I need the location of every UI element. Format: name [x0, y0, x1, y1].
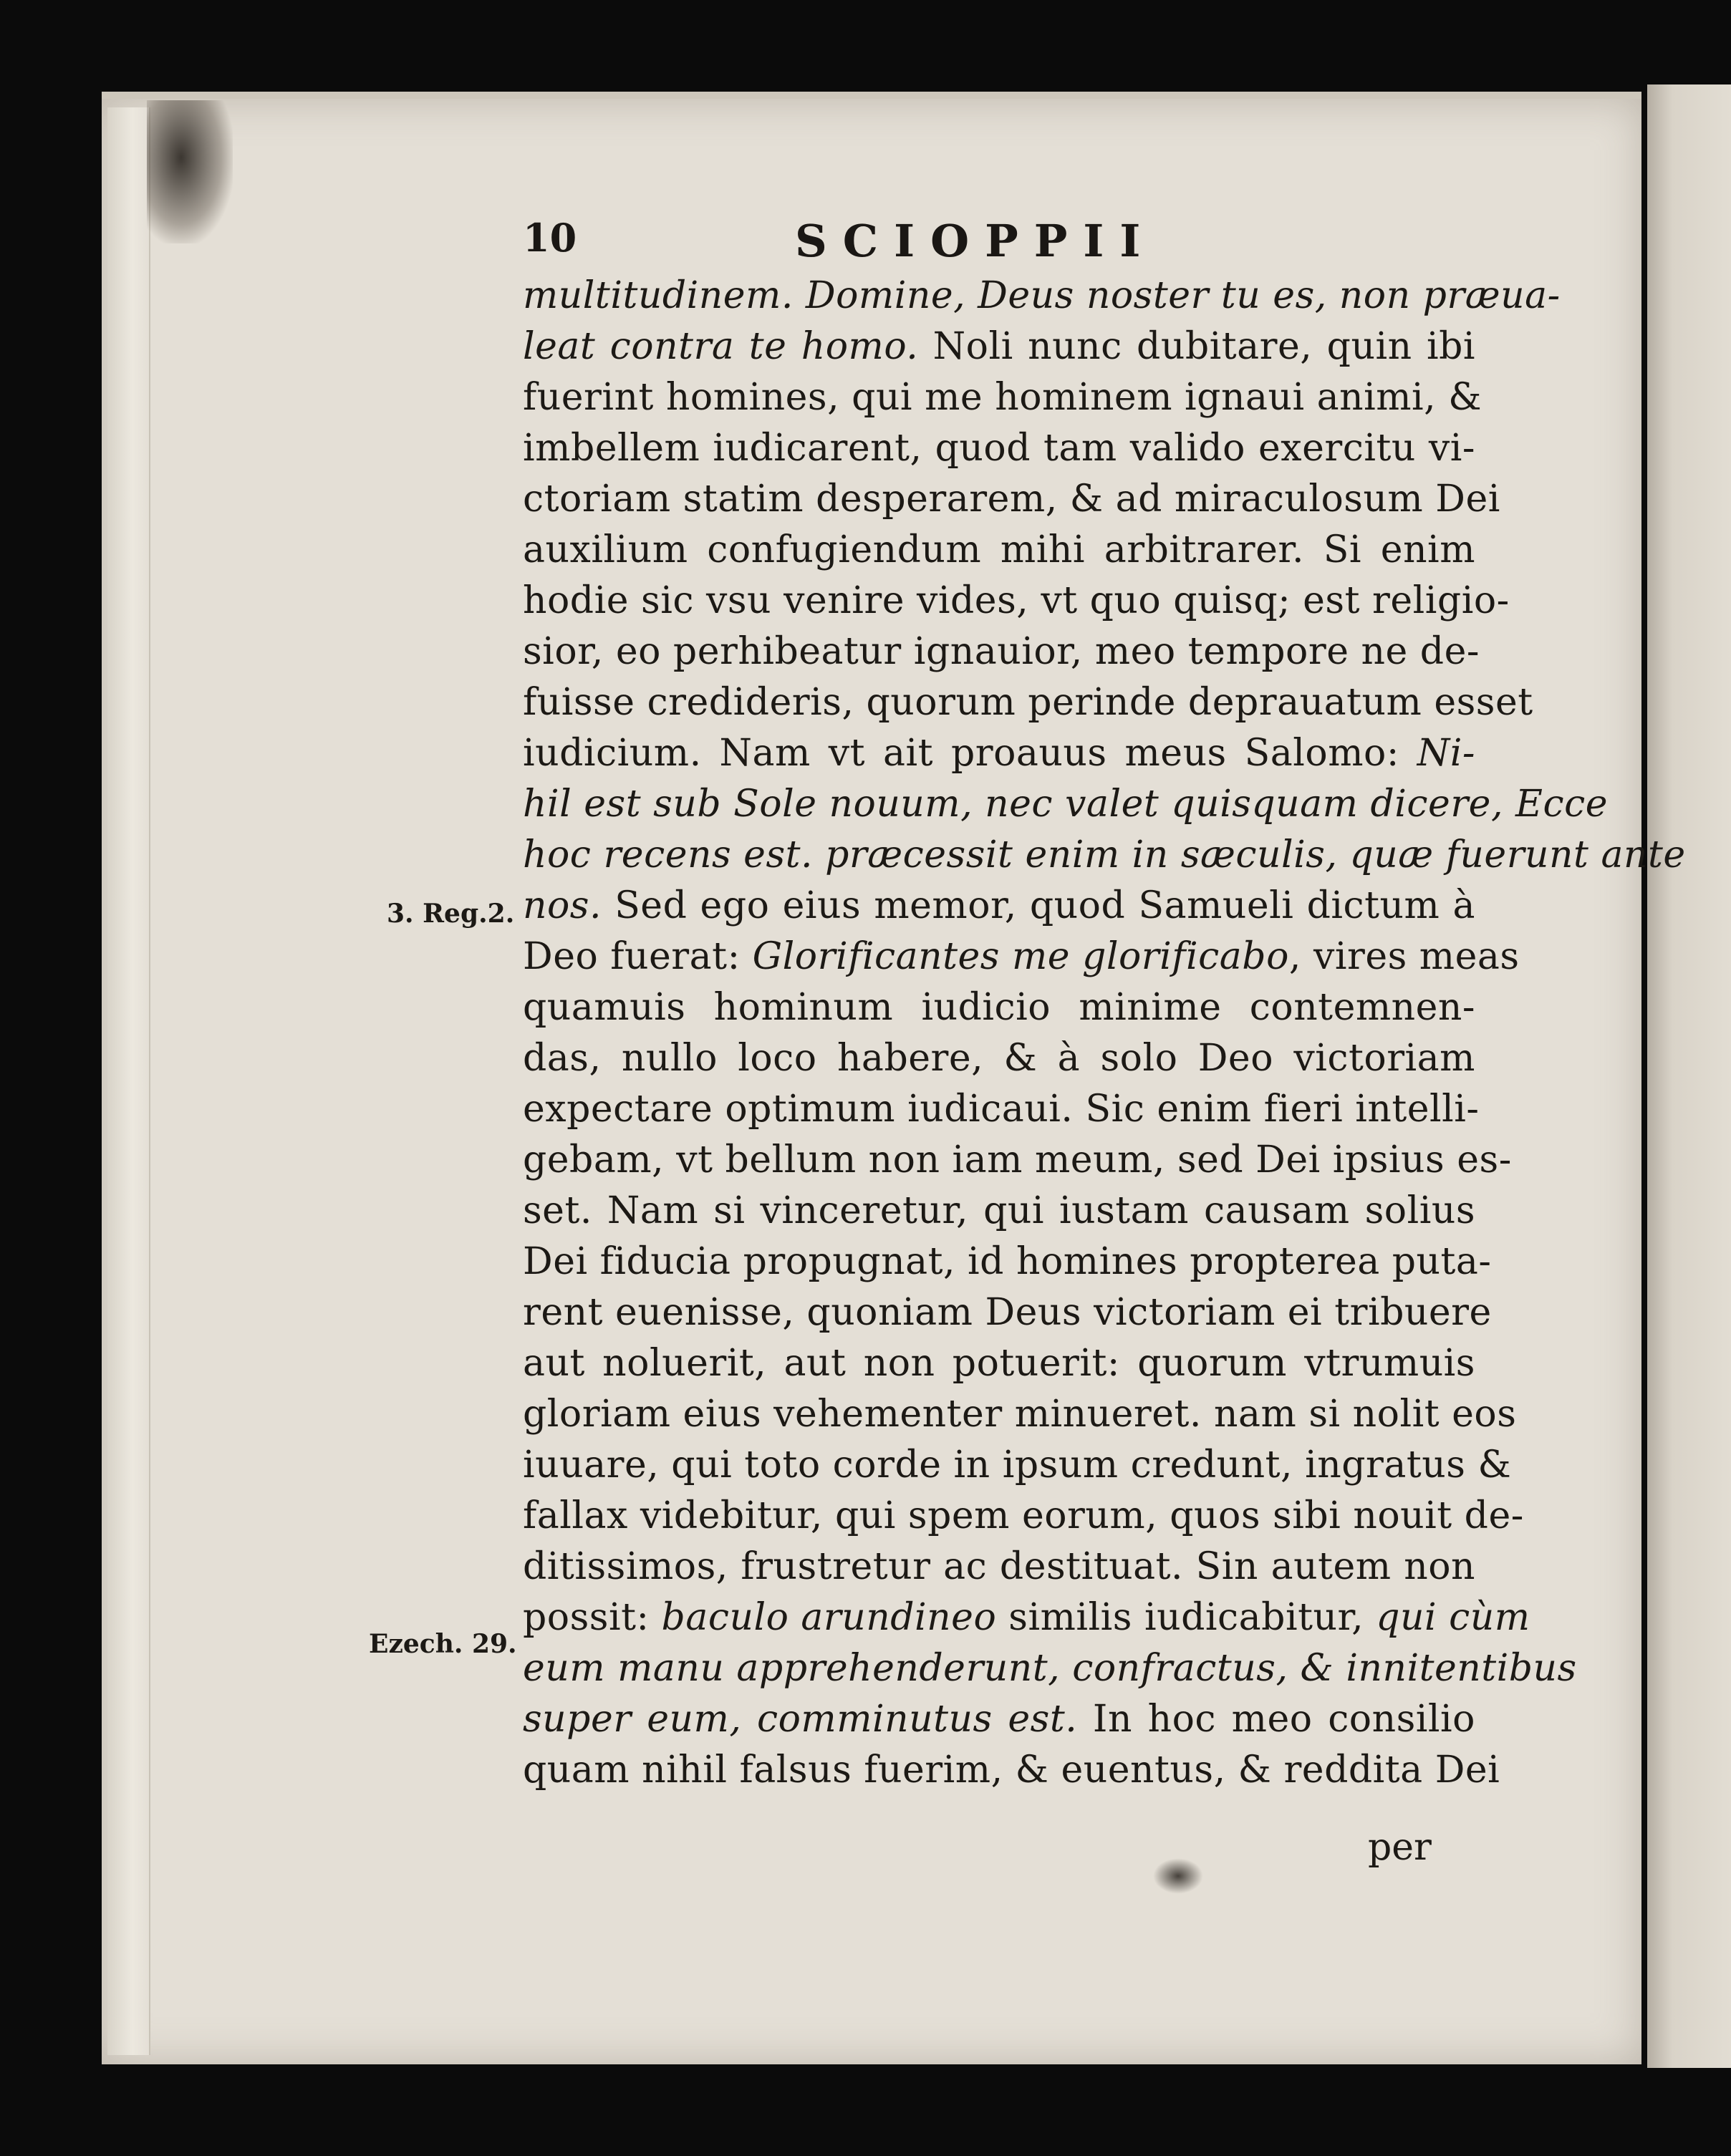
roman-segment: imbellem iudicarent, quod tam valido exercitu vi-	[523, 427, 1475, 470]
roman-segment: set. Nam si vinceretur, qui iustam causam solius	[523, 1189, 1475, 1232]
text-line	[523, 1440, 1512, 1491]
text-line	[523, 1491, 1524, 1542]
text-line	[523, 728, 1475, 779]
text-line	[523, 474, 1500, 525]
italic-segment: hoc recens est. præcessit enim in sæculis, quæ fuerunt ante	[523, 833, 1686, 876]
italic-segment: Domine, Deus noster tu es, non præua-	[805, 274, 1561, 317]
italic-segment: Ni-	[1417, 732, 1475, 775]
text-line	[523, 423, 1475, 474]
roman-segment: aut noluerit, aut non potuerit: quorum vtrumuis	[523, 1342, 1475, 1385]
roman-segment: fuisse credideris, quorum perinde deprauatum esset	[523, 681, 1533, 724]
text-line	[523, 881, 1475, 932]
text-line	[523, 322, 1475, 372]
text-line	[523, 1237, 1492, 1287]
roman-segment: quam nihil falsus fuerim, & euentus, & reddita Dei	[523, 1749, 1500, 1792]
roman-segment: possit:	[523, 1596, 662, 1639]
roman-segment: fuerint homines, qui me hominem ignaui animi, &	[523, 376, 1482, 419]
roman-segment: rent euenisse, quoniam Deus victoriam ei tribuere	[523, 1291, 1492, 1334]
italic-segment: eum manu apprehenderunt, confractus, & innitentibus	[523, 1647, 1577, 1690]
text-line	[523, 1186, 1475, 1237]
italic-segment: baculo arundineo	[661, 1596, 997, 1639]
text-line	[523, 1084, 1480, 1135]
roman-segment: fallax videbitur, qui spem eorum, quos sibi nouit de-	[523, 1494, 1524, 1537]
text-line	[523, 372, 1482, 423]
roman-segment: ditissimos, frustretur ac destituat. Sin autem non	[523, 1545, 1475, 1588]
roman-segment: expectare optimum iudicaui. Sic enim fieri intelli-	[523, 1088, 1480, 1131]
roman-segment: Noli nunc dubitare, quin ibi	[932, 325, 1475, 368]
roman-segment: Deo fuerat:	[523, 935, 753, 978]
text-line	[523, 1338, 1475, 1389]
italic-segment: leat contra te homo.	[523, 325, 933, 368]
body-text	[523, 271, 1686, 1796]
roman-segment: similis iudicabitur,	[996, 1596, 1376, 1639]
text-line	[523, 1745, 1500, 1796]
italic-segment: hil est sub Sole nouum, nec valet quisquam dicere, Ecce	[523, 783, 1608, 826]
italic-segment: Glorificantes me glorificabo	[752, 935, 1289, 978]
text-line	[523, 576, 1510, 627]
italic-segment: qui cùm	[1376, 1596, 1530, 1639]
catchword: per	[1368, 1826, 1432, 1869]
text-line	[523, 1135, 1512, 1186]
margin-note-ezech: Ezech. 29.	[369, 1629, 517, 1659]
roman-segment: das, nullo loco habere, & à solo Deo victoriam	[523, 1037, 1475, 1080]
roman-segment: iuuare, qui toto corde in ipsum credunt, ingratus &	[523, 1444, 1512, 1487]
next-page-edge	[1647, 84, 1731, 2068]
italic-segment: multitudinem.	[523, 274, 806, 317]
roman-segment: hodie sic vsu venire vides, vt quo quisq; est religio-	[523, 579, 1510, 622]
roman-segment: gebam, vt bellum non iam meum, sed Dei ipsius es-	[523, 1139, 1512, 1181]
italic-segment: super eum, comminutus est.	[523, 1698, 1093, 1741]
roman-segment: Dei fiducia propugnat, id homines propterea puta-	[523, 1240, 1492, 1283]
text-line	[523, 982, 1475, 1033]
ink-stain	[147, 100, 233, 243]
roman-segment: gloriam eius vehementer minueret. nam si nolit eos	[523, 1393, 1517, 1436]
roman-segment: auxilium confugiendum mihi arbitrarer. Si enim	[523, 528, 1475, 571]
text-line	[523, 1694, 1475, 1745]
page-number: 10	[523, 215, 577, 261]
text-line	[523, 1033, 1475, 1084]
text-line	[523, 1643, 1577, 1694]
roman-segment: iudicium. Nam vt ait proauus meus Salomo:	[523, 732, 1417, 775]
text-line	[523, 525, 1475, 576]
text-line	[523, 1542, 1475, 1592]
roman-segment: ctoriam statim desperarem, & ad miraculosum Dei	[523, 478, 1500, 521]
ink-blot	[1153, 1858, 1203, 1894]
roman-segment: , vires meas	[1288, 935, 1520, 978]
text-line	[523, 1592, 1530, 1643]
text-line	[523, 779, 1608, 830]
margin-note-reg: 3. Reg.2.	[387, 899, 515, 929]
roman-segment: quamuis hominum iudicio minime contemnen-	[523, 986, 1475, 1029]
text-line	[523, 1287, 1492, 1338]
italic-segment: nos.	[523, 884, 615, 927]
page-gutter	[107, 107, 150, 2055]
text-line	[523, 627, 1480, 677]
text-line	[523, 830, 1686, 881]
text-line	[523, 1389, 1517, 1440]
text-line	[523, 271, 1561, 322]
roman-segment: Sed ego eius memor, quod Samueli dictum à	[614, 884, 1475, 927]
running-head	[523, 215, 1497, 272]
text-line	[523, 932, 1520, 982]
roman-segment: sior, eo perhibeatur ignauior, meo tempore ne de-	[523, 630, 1480, 673]
running-title: SCIOPPII	[795, 215, 1157, 267]
roman-segment: In hoc meo consilio	[1092, 1698, 1475, 1741]
text-line	[523, 677, 1533, 728]
